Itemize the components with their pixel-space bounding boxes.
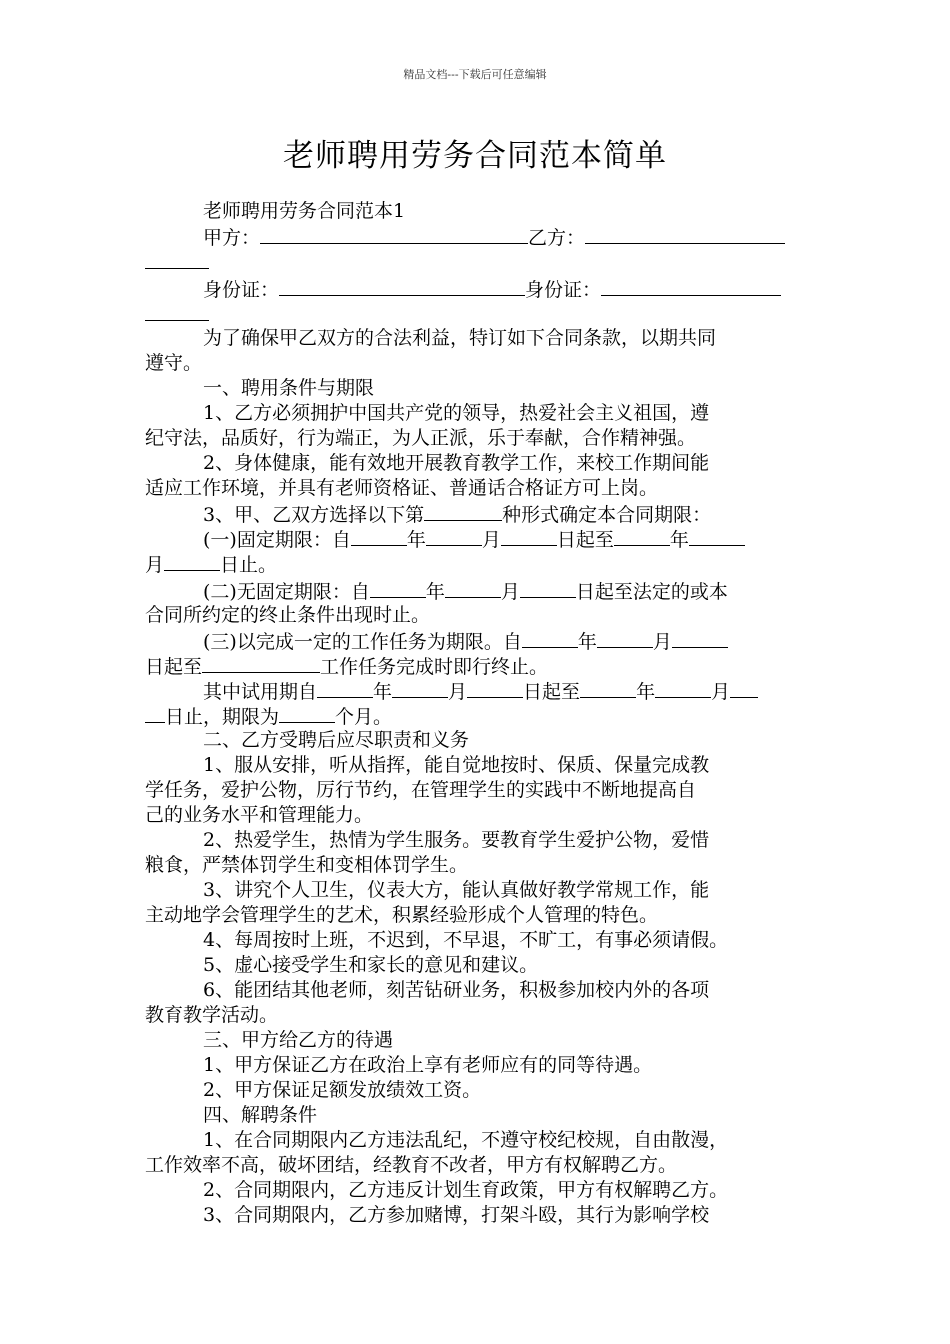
paragraph-line: 主动地学会管理学生的艺术，积累经验形成个人管理的特色。 <box>145 904 659 926</box>
paragraph-line: 工作效率不高，破坏团结，经教育不改者，甲方有权解聘乙方。 <box>145 1154 678 1176</box>
paragraph-line: 1、甲方保证乙方在政治上享有老师应有的同等待遇。 <box>203 1054 653 1076</box>
paragraph-line: 适应工作环境，并具有老师资格证、普通话合格证方可上岗。 <box>145 477 659 499</box>
paragraph-line: 5、虚心接受学生和家长的意见和建议。 <box>203 954 539 976</box>
id-b-blank <box>601 276 781 296</box>
paragraph-line: 4、每周按时上班，不迟到，不早退，不旷工，有事必须请假。 <box>203 929 729 951</box>
id-line: 身份证： 身份证： <box>145 276 805 301</box>
paragraph-line: 合同所约定的终止条件出现时止。 <box>145 604 431 626</box>
section-heading: 三、甲方给乙方的待遇 <box>203 1029 394 1051</box>
document-body <box>145 199 805 1228</box>
paragraph-line: 日起至 工作任务完成时即行终止。 <box>145 653 805 678</box>
paragraph-line: 遵守。 <box>145 352 203 374</box>
paragraph-line: 2、身体健康，能有效地开展教育教学工作，来校工作期间能 <box>203 452 710 474</box>
section-heading: 一、聘用条件与期限 <box>203 377 375 399</box>
paragraph-line: 2、甲方保证足额发放绩效工资。 <box>203 1079 482 1101</box>
paragraph-line: 月 日止。 <box>145 551 805 576</box>
paragraph-line: (三)以完成一定的工作任务为期限。自 年 月 <box>145 628 805 653</box>
paragraph-line: 粮食，严禁体罚学生和变相体罚学生。 <box>145 854 469 876</box>
paragraph-line: 其中试用期自 年 月 日起至 年 月 <box>145 678 805 703</box>
paragraph-line: 3、合同期限内，乙方参加赌博，打架斗殴，其行为影响学校 <box>203 1204 710 1226</box>
paragraph-line: 2、合同期限内，乙方违反计划生育政策，甲方有权解聘乙方。 <box>203 1179 729 1201</box>
paragraph-line: 1、在合同期限内乙方违法乱纪，不遵守校纪校规，自由散漫， <box>203 1129 729 1151</box>
section-heading: 二、乙方受聘后应尽职责和义务 <box>203 729 470 751</box>
section-heading: 四、解聘条件 <box>203 1104 318 1126</box>
page-header: 精品文档---下载后可任意编辑 <box>403 68 547 81</box>
paragraph-line: 2、热爱学生，热情为学生服务。要教育学生爱护公物，爱惜 <box>203 829 710 851</box>
paragraph-line: 3、甲、乙双方选择以下第 种形式确定本合同期限： <box>145 501 805 526</box>
paragraph-line: 1、服从安排，听从指挥，能自觉地按时、保质、保量完成教 <box>203 754 710 776</box>
paragraph-line: 教育教学活动。 <box>145 1004 279 1026</box>
document-title: 老师聘用劳务合同范本简单 <box>283 138 667 174</box>
id-a-blank <box>279 276 525 296</box>
paragraph-line: 学任务，爱护公物，厉行节约，在管理学生的实践中不断地提高自 <box>145 779 697 801</box>
paragraph-line: 己的业务水平和管理能力。 <box>145 804 374 826</box>
subtitle: 老师聘用劳务合同范本1 <box>203 200 406 222</box>
paragraph-line: (一)固定期限：自 年 月 日起至 年 <box>145 526 805 551</box>
party-a-blank <box>260 224 528 244</box>
paragraph-line: 纪守法，品质好，行为端正，为人正派，乐于奉献，合作精神强。 <box>145 427 697 449</box>
paragraph-line: 6、能团结其他老师，刻苦钻研业务，积极参加校内外的各项 <box>203 979 710 1001</box>
id-b-blank-cont <box>145 301 209 321</box>
paragraph-line: 为了确保甲乙双方的合法利益，特订如下合同条款，以期共同 <box>203 327 717 349</box>
paragraph-line: 日止，期限为 个月。 <box>145 703 805 728</box>
party-b-blank <box>585 224 785 244</box>
paragraph-line: 3、讲究个人卫生，仪表大方，能认真做好教学常规工作，能 <box>203 879 710 901</box>
party-line: 甲方： 乙方： <box>145 224 805 249</box>
paragraph-line: 1、乙方必须拥护中国共产党的领导，热爱社会主义祖国，遵 <box>203 402 710 424</box>
paragraph-line: (二)无固定期限：自 年 月 日起至法定的或本 <box>145 578 805 603</box>
form-blank <box>424 501 502 521</box>
party-b-blank-cont <box>145 249 209 269</box>
